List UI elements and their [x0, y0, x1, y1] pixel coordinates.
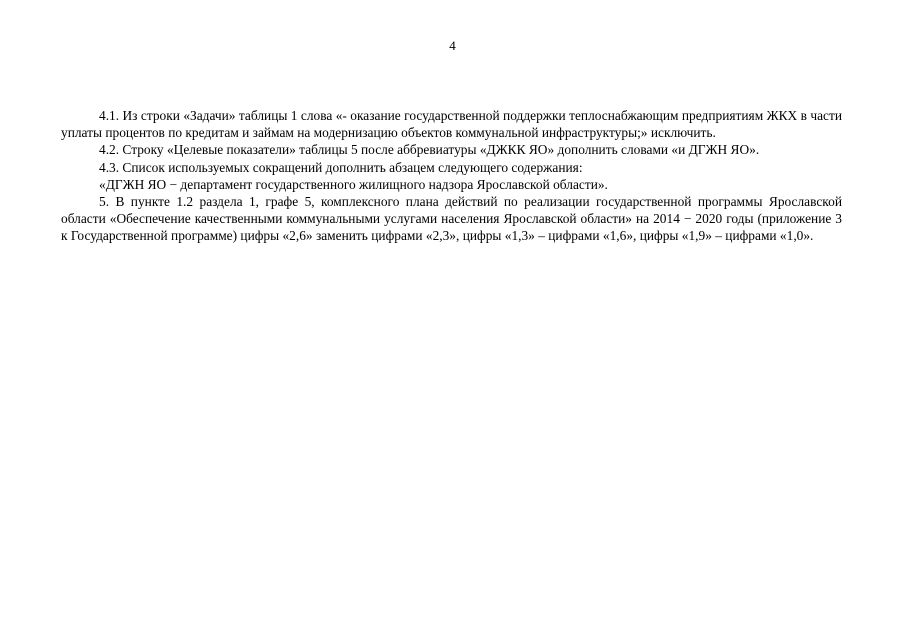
paragraph-quote-dgzhn: «ДГЖН ЯО − департамент государственного жилищного надзора Ярославской области».: [99, 176, 608, 192]
document-body: [61, 107, 842, 245]
paragraph-4-1: 4.1. Из строки «Задачи» таблицы 1 слова «- оказание государственной поддержки теплоснабжающим предприятиям ЖКХ в части уплаты процентов по кредитам и займам на модернизацию объектов коммунальной инфраструктуры;» исключить.: [61, 108, 842, 141]
paragraph-5: 5. В пункте 1.2 раздела 1, графе 5, комплексного плана действий по реализации государственной программы Ярославской области «Обеспечение качественными коммунальными услугами населения Ярославской области» на 2014 − 2020 годы (приложение 3 к Государственной программе) цифры «2,6» заменить цифрами «2,3», цифры «1,3» – цифрами «1,6», цифры «1,9» – цифрами «1,0».: [61, 194, 842, 244]
paragraph-4-3: 4.3. Список используемых сокращений дополнить абзацем следующего содержания:: [99, 159, 583, 175]
paragraph-4-2: 4.2. Строку «Целевые показатели» таблицы 5 после аббревиатуры «ДЖКК ЯО» дополнить словами «и ДГЖН ЯО».: [99, 142, 760, 158]
page-number: 4: [449, 38, 456, 53]
